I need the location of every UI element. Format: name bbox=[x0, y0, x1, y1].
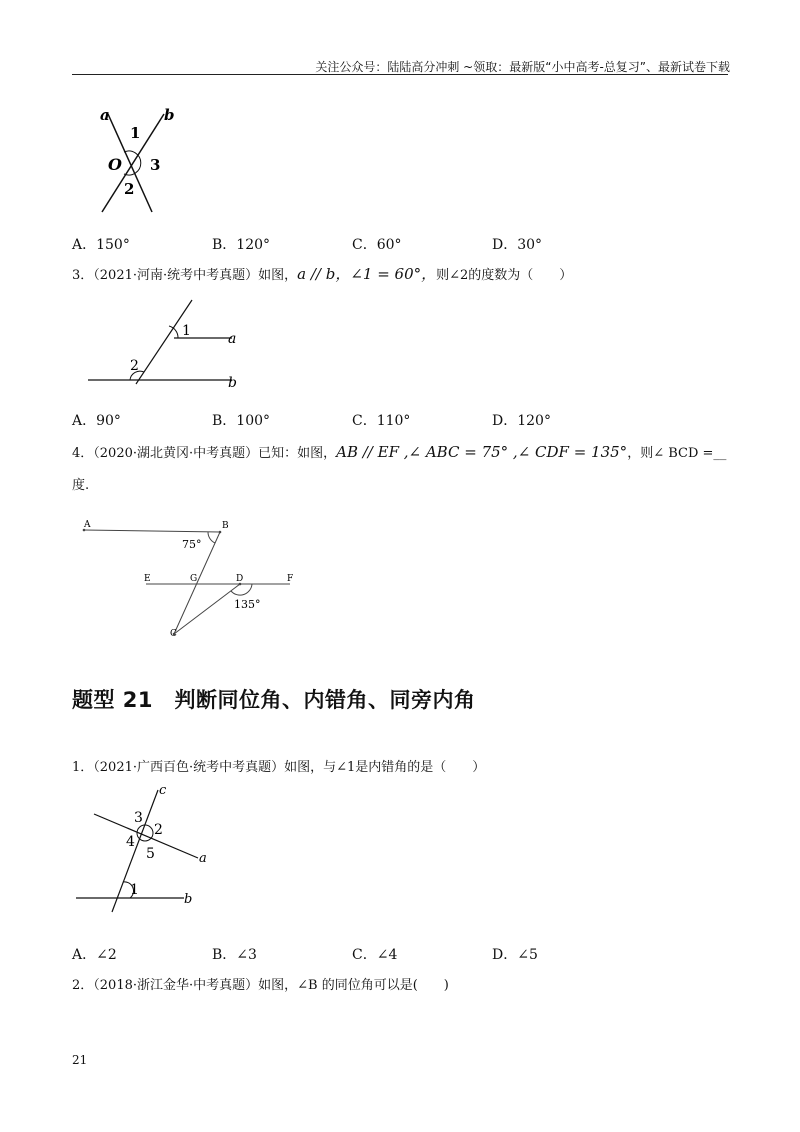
option-d[interactable]: D．30° bbox=[492, 237, 543, 253]
figure-intersecting-lines bbox=[90, 100, 190, 220]
label-135: 135° bbox=[234, 598, 261, 611]
label-o: O bbox=[108, 155, 122, 174]
s21-question-2: 2．（2018·浙江金华·中考真题）如图，∠B 的同位角可以是( ) bbox=[72, 978, 449, 993]
header-rule bbox=[72, 74, 728, 75]
label-a: a bbox=[100, 106, 110, 124]
q2-options bbox=[72, 234, 728, 254]
label-b: b bbox=[184, 892, 193, 907]
label-2: 2 bbox=[130, 358, 139, 374]
figure-three-lines bbox=[68, 782, 218, 914]
label-b: B bbox=[222, 521, 229, 531]
q3-suffix: 则∠2的度数为（ ） bbox=[436, 268, 573, 283]
label-5: 5 bbox=[146, 846, 155, 862]
question-4 bbox=[72, 442, 726, 461]
page-number: 21 bbox=[72, 1053, 88, 1067]
q3-options bbox=[72, 410, 728, 430]
q4-line2: 度. bbox=[72, 478, 90, 493]
option-c[interactable]: C．∠4 bbox=[352, 947, 398, 963]
q4-prefix: 4．（2020·湖北黄冈·中考真题）已知：如图， bbox=[72, 446, 337, 461]
figure-ab-ef bbox=[76, 516, 316, 646]
s21-question-1: 1．（2021·广西百色·统考中考真题）如图，与∠1是内错角的是（ ） bbox=[72, 760, 486, 775]
label-4: 4 bbox=[126, 834, 135, 850]
point-b bbox=[219, 531, 222, 534]
section-title: 题型 21 判断同位角、内错角、同旁内角 bbox=[72, 688, 476, 712]
option-c[interactable]: C．60° bbox=[352, 237, 402, 253]
transversal bbox=[136, 300, 192, 384]
label-a: A bbox=[84, 520, 91, 530]
label-1: 1 bbox=[182, 323, 191, 339]
option-d[interactable]: D．∠5 bbox=[492, 947, 538, 963]
option-a[interactable]: A．150° bbox=[72, 237, 130, 253]
option-c[interactable]: C．110° bbox=[352, 413, 411, 429]
label-b: b bbox=[164, 106, 175, 124]
label-a: a bbox=[228, 331, 237, 347]
q4-suffix: ，则∠ BCD = bbox=[627, 446, 714, 461]
option-b[interactable]: B．∠3 bbox=[212, 947, 257, 963]
label-2: 2 bbox=[124, 180, 135, 198]
label-c: C bbox=[170, 629, 177, 639]
option-d[interactable]: D．120° bbox=[492, 413, 551, 429]
question-3 bbox=[72, 263, 572, 284]
label-1: 1 bbox=[130, 124, 141, 142]
angle-75-arc bbox=[208, 532, 215, 543]
option-a[interactable]: A．∠2 bbox=[72, 947, 117, 963]
label-a: a bbox=[199, 851, 207, 866]
label-b: b bbox=[228, 375, 237, 391]
option-b[interactable]: B．120° bbox=[212, 237, 271, 253]
option-b[interactable]: B．100° bbox=[212, 413, 271, 429]
label-3: 3 bbox=[150, 156, 161, 174]
line-ab bbox=[84, 530, 220, 532]
label-1: 1 bbox=[130, 882, 139, 898]
answer-blank[interactable]: __ bbox=[713, 446, 727, 461]
label-75: 75° bbox=[182, 538, 202, 551]
label-g: G bbox=[190, 574, 198, 584]
label-f: F bbox=[287, 574, 294, 584]
page-header: 关注公众号：陆陆高分冲刺 ~领取：最新版“小中高考-总复习”、最新试卷下载 bbox=[315, 60, 730, 74]
label-e: E bbox=[144, 574, 151, 584]
angle-135-arc bbox=[231, 584, 252, 595]
label-2: 2 bbox=[154, 822, 163, 838]
figure-parallel-lines bbox=[82, 290, 262, 400]
option-a[interactable]: A．90° bbox=[72, 413, 121, 429]
q3-prefix: 3．（2021·河南·统考中考真题）如图， bbox=[72, 268, 298, 283]
label-d: D bbox=[236, 574, 244, 584]
line-dc bbox=[174, 584, 240, 634]
q4-math: AB // EF ,∠ ABC = 75° ,∠ CDF = 135° bbox=[336, 443, 628, 461]
q3-math: a // b，∠1 = 60°， bbox=[297, 265, 437, 283]
label-c: c bbox=[159, 783, 167, 798]
s21q1-options bbox=[72, 944, 728, 964]
label-3: 3 bbox=[134, 810, 143, 826]
